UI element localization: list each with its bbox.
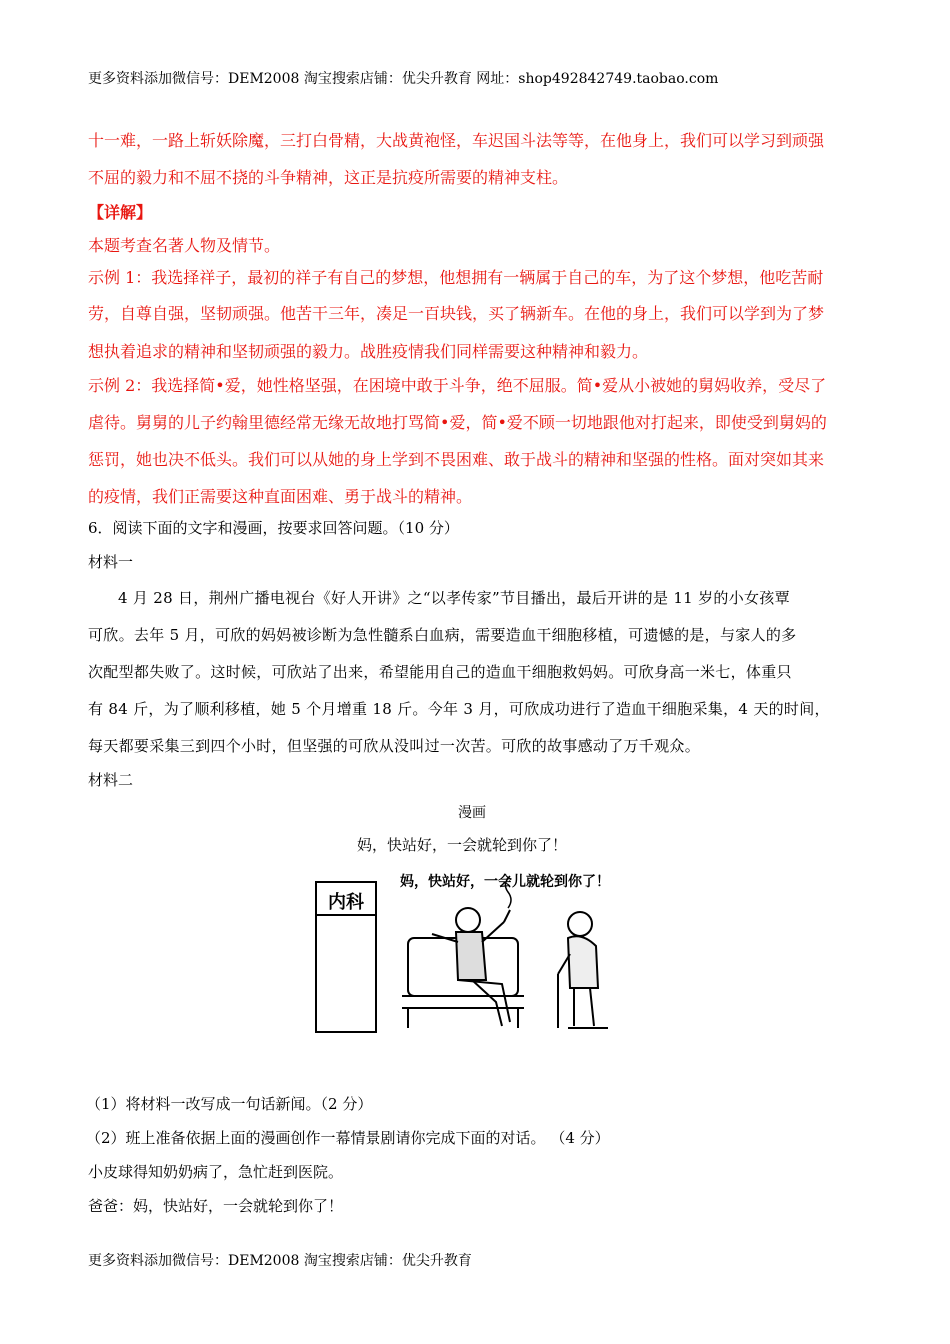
comic-illustration — [312, 862, 632, 1034]
sub-question-1: （1）将材料一改写成一句话新闻。（2 分） — [86, 1095, 373, 1113]
example2-line-1: 示例 2：我选择简•爱，她性格坚强，在困境中敢于斗争，绝不屈服。简•爱从小被她的舅妈收养，受尽了 — [88, 376, 827, 395]
material1-line-4: 有 84 斤，为了顺利移植，她 5 个月增重 18 斤。今年 3 月，可欣成功进行了造血干细胞采集，4 天的时间， — [88, 700, 830, 718]
clinic-sign-text: 内科 — [328, 892, 364, 913]
material1-line-1: 4 月 28 日，荆州广播电视台《好人开讲》之“以孝传家”节目播出，最后开讲的是 11 岁的小女孩覃 — [118, 589, 790, 607]
dialog-line-1: 小皮球得知奶奶病了，急忙赶到医院。 — [88, 1163, 344, 1181]
page-header: 更多资料添加微信号：DEM2008 淘宝搜索店铺：优尖升教育 网址：shop492842749.taobao.com — [88, 71, 719, 87]
question-title: 6．阅读下面的文字和漫画，按要求回答问题。（10 分） — [88, 519, 459, 537]
example1-line-1: 示例 1：我选择祥子，最初的祥子有自己的梦想，他想拥有一辆属于自己的车，为了这个梦想，他吃苦耐 — [88, 268, 824, 287]
material2-label: 材料二 — [88, 771, 134, 789]
answer-intro-line-1: 十一难，一路上斩妖除魔，三打白骨精，大战黄袍怪，车迟国斗法等等，在他身上，我们可以学习到顽强 — [88, 131, 825, 150]
example2-line-4: 的疫情，我们正需要这种直面困难、勇于战斗的精神。 — [88, 487, 473, 506]
example2-line-3: 惩罚，她也决不低头。我们可以从她的身上学到不畏困难、敢于战斗的精神和坚强的性格。面对突如其来 — [88, 450, 825, 469]
material1-line-5: 每天都要采集三到四个小时，但坚强的可欣从没叫过一次苦。可欣的故事感动了万千观众。 — [88, 737, 701, 755]
detail-label: 【详解】 — [88, 203, 153, 222]
detail-text: 本题考查名著人物及情节。 — [88, 236, 281, 255]
comic-title: 漫画 — [458, 805, 486, 821]
material1-line-2: 可欣。去年 5 月，可欣的妈妈被诊断为急性髓系白血病，需要造血干细胞移植，可遗憾的是，与家人的多 — [88, 626, 797, 644]
example2-line-2: 虐待。舅舅的儿子约翰里德经常无缘无故地打骂简•爱，简•爱不顾一切地跟他对打起来，即使受到舅妈的 — [88, 413, 827, 432]
material1-line-3: 次配型都失败了。这时候，可欣站了出来，希望能用自己的造血干细胞救妈妈。可欣身高一米七，体重只 — [88, 663, 792, 681]
comic-caption: 妈，快站好，一会就轮到你了！ — [357, 836, 568, 854]
example1-line-3: 想执着追求的精神和坚韧顽强的毅力。战胜疫情我们同样需要这种精神和毅力。 — [88, 342, 649, 361]
answer-intro-line-2: 不屈的毅力和不屈不挠的斗争精神，这正是抗疫所需要的精神支柱。 — [88, 168, 569, 187]
elderly-woman — [558, 912, 608, 1028]
material1-label: 材料一 — [88, 553, 134, 571]
comic-drawing — [312, 862, 632, 1034]
page-footer: 更多资料添加微信号：DEM2008 淘宝搜索店铺：优尖升教育 — [88, 1253, 472, 1269]
sub-question-2: （2）班上准备依据上面的漫画创作一幕情景剧请你完成下面的对话。 （4 分） — [86, 1129, 610, 1147]
example1-line-2: 劳，自尊自强，坚韧顽强。他苦干三年，凑足一百块钱，买了辆新车。在他的身上，我们可以学到为了梦 — [88, 304, 825, 323]
comic-bubble-text: 妈，快站好，一会儿就轮到你了！ — [400, 874, 610, 890]
dialog-line-2: 爸爸：妈，快站好，一会就轮到你了！ — [88, 1197, 344, 1215]
